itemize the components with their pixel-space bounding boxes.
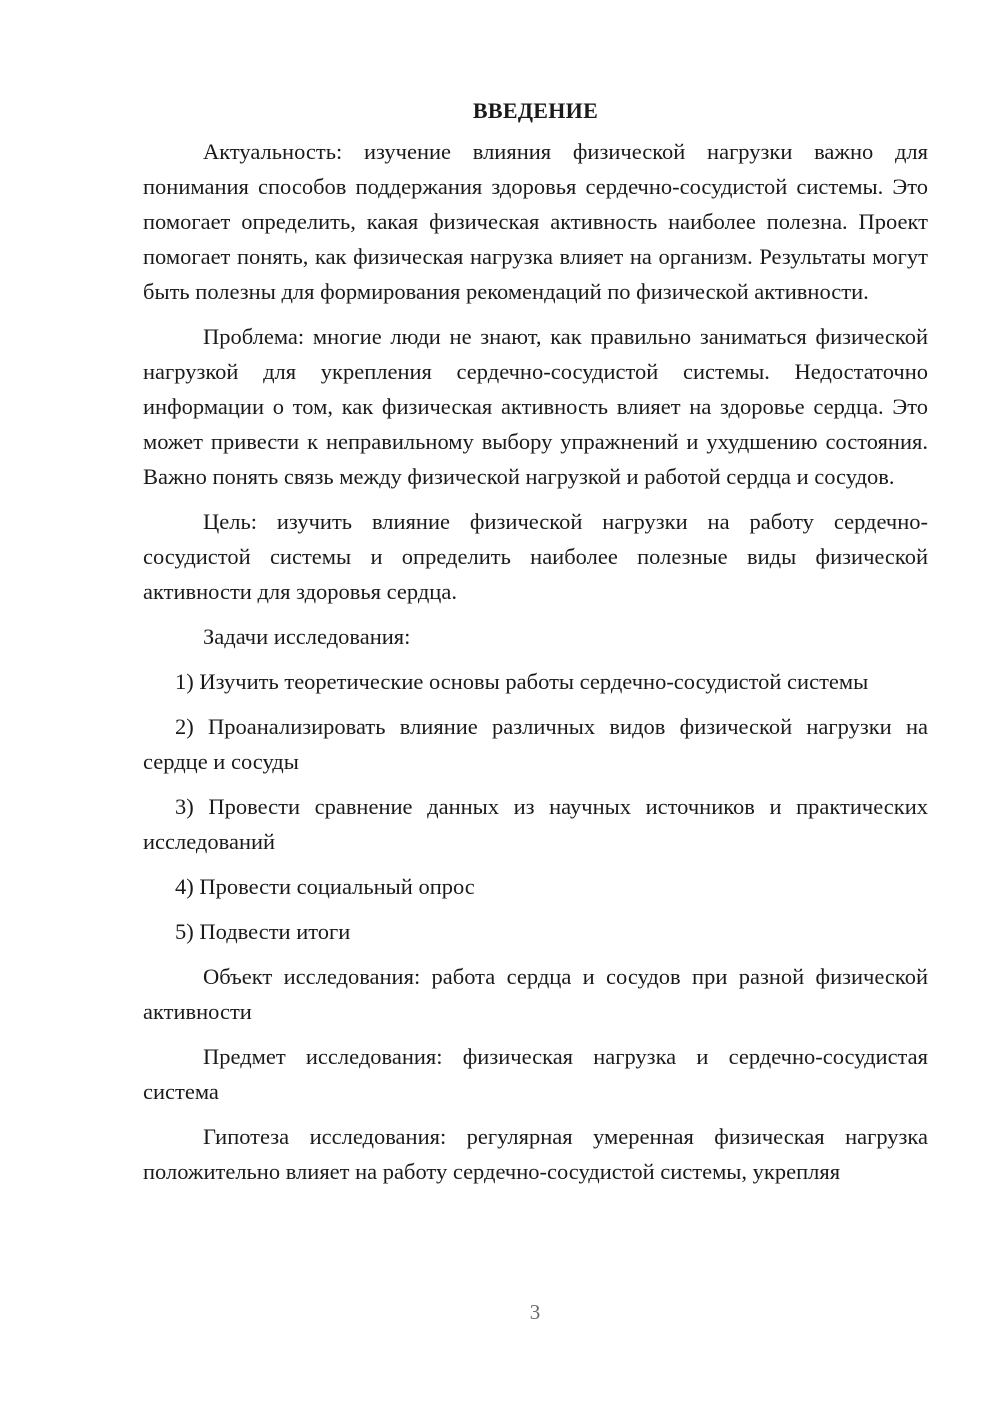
task-item: 3) Провести сравнение данных из научных источников и практических исследований (143, 794, 928, 854)
section-title: ВВЕДЕНИЕ (472, 98, 599, 123)
document-body (143, 92, 928, 1199)
paragraph-hypothesis: Гипотеза исследования: регулярная умеренная физическая нагрузка положительно влияет на работу сердечно-сосудистой системы, укрепляя (143, 1124, 928, 1184)
paragraph-relevance: Актуальность: изучение влияния физической нагрузки важно для понимания способов поддержания здоровья сердечно-сосудистой системы. Это помогает определить, какая физическая активность наиболее полезна. Проект помогает понять, как физическая нагрузка влияет на организм. Результаты могут быть полезны для формирования рекомендаций по физической активности. (143, 139, 928, 304)
task-item: 1) Изучить теоретические основы работы сердечно-сосудистой системы (175, 669, 869, 694)
paragraph-object: Объект исследования: работа сердца и сосудов при разной физической активности (143, 964, 928, 1024)
task-item: 5) Подвести итоги (175, 919, 351, 944)
paragraph-subject: Предмет исследования: физическая нагрузка и сердечно-сосудистая система (143, 1044, 928, 1104)
page-number: 3 (529, 1300, 541, 1324)
paragraph-goal: Цель: изучить влияние физической нагрузки на работу сердечно-сосудистой системы и определить наиболее полезные виды физической активности для здоровья сердца. (143, 509, 928, 604)
task-item: 4) Провести социальный опрос (175, 874, 475, 899)
task-item: 2) Проанализировать влияние различных видов физической нагрузки на сердце и сосуды (143, 714, 928, 774)
paragraph-problem: Проблема: многие люди не знают, как правильно заниматься физической нагрузкой для укрепления сердечно-сосудистой системы. Недостаточно информации о том, как физическая активность влияет на здоровье сердца. Это может привести к неправильному выбору упражнений и ухудшению состояния. Важно понять связь между физической нагрузкой и работой сердца и сосудов. (143, 324, 928, 489)
paragraph-tasks-heading: Задачи исследования: (203, 624, 411, 649)
